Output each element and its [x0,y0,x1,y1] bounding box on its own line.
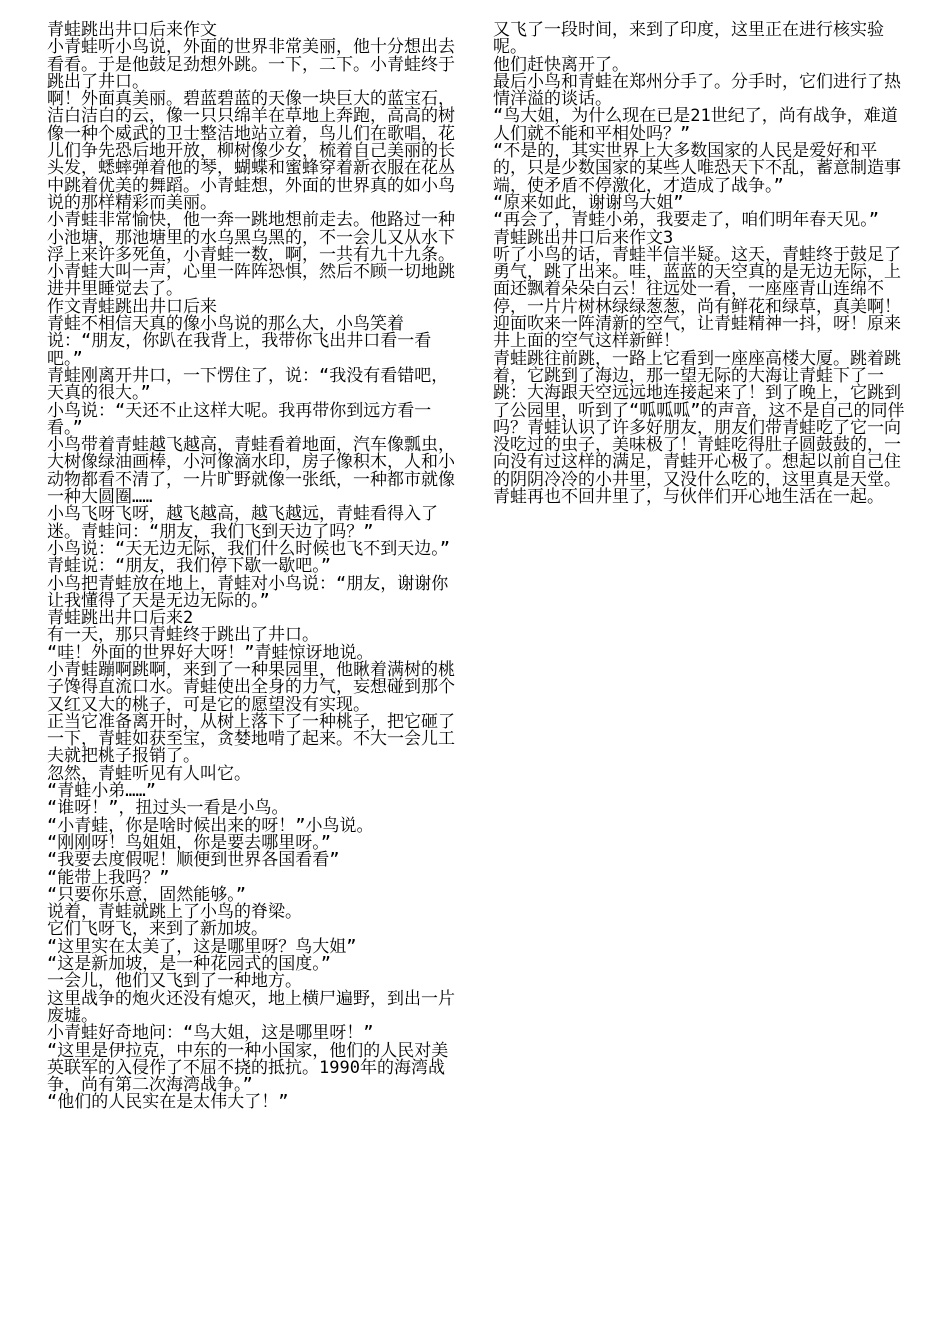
text-paragraph: “我要去度假呢！顺便到世界各国看看” [47,850,340,871]
text-paragraph: 又飞了一段时间，来到了印度，这里正在进行核实验呢。 [493,20,884,58]
text-paragraph: “谁呀！”，扭过头一看是小鸟。 [47,798,289,819]
text-paragraph: 他们赶快离开了。 [493,54,629,75]
text-paragraph: 青蛙跳出井口后来作文3 [493,227,674,248]
text-paragraph: 它们飞呀飞，来到了新加坡。 [47,919,268,940]
text-paragraph: 青蛙不相信天真的像小鸟说的那么大，小鸟笑着说：“朋友，你趴在我背上，我带你飞出井口看一看吧。” [47,314,432,369]
text-paragraph: “只要你乐意，固然能够。” [47,884,246,905]
text-paragraph: “能带上我吗？” [47,867,170,888]
text-paragraph: “小青蛙，你是啥时候出来的呀！”小鸟说。 [47,815,374,836]
text-paragraph: 有一天，那只青蛙终于跳出了井口。 [47,625,319,646]
text-paragraph: 这里战争的炮火还没有熄灭，地上横尸遍野，到出一片废墟。 [47,988,455,1026]
text-paragraph: 小鸟把青蛙放在地上，青蛙对小鸟说：“朋友，谢谢你让我懂得了天是无边无际的。” [47,573,449,611]
text-paragraph: 作文青蛙跳出井口后来 [47,296,217,317]
text-paragraph: 啊！外面真美丽。碧蓝碧蓝的天像一块巨大的蓝宝石，洁白洁白的云，像一只只绵羊在草地上奔跑，高高的树像一种个威武的卫士整洁地站立着，鸟儿们在歌唱，花儿们争先恐后地开放，柳树像少女，梳着自己美丽的长头发，蟋蟀弹着他的琴，蝴蝶和蜜蜂穿着新衣服在花丛中跳着优美的舞蹈。小青蛙想，外面的世界真的如小鸟说的那样精彩而美丽。 [47,89,455,213]
text-paragraph: “他们的人民实在是太伟大了！” [47,1092,289,1113]
text-paragraph: 青蛙跳出井口后来作文 [47,20,217,40]
text-paragraph: 小鸟飞呀飞呀，越飞越高，越飞越远，青蛙看得入了迷。青蛙问：“朋友，我们飞到天边了吗？” [47,504,438,542]
text-paragraph: “青蛙小弟……” [47,781,156,802]
text-paragraph: 说着，青蛙就跳上了小鸟的脊梁。 [47,902,302,923]
text-paragraph: “这里实在太美了，这是哪里呀？鸟大姐” [47,936,357,957]
text-paragraph: 小鸟说：“天还不止这样大呢。我再带你到远方看一看。” [47,400,432,438]
text-paragraph: “这是新加坡，是一种花园式的国度。” [47,954,331,975]
text-paragraph: 青蛙跳出井口后来2 [47,608,194,629]
text-paragraph: 小鸟说：“天无边无际，我们什么时候也飞不到天边。” [47,538,450,559]
text-paragraph: “这里是伊拉克，中东的一种小国家，他们的人民对美英联军的入侵作了不屈不挠的抵抗。1990年的海湾战争，尚有第二次海湾战争。” [47,1040,449,1096]
text-paragraph: 小青蛙非常愉快，他一奔一跳地想前走去。他路过一种小池塘，那池塘里的水乌黑乌黑的，不一会儿又从水下浮上来许多死鱼，小青蛙一数，啊，一共有九十九条。小青蛙大叫一声，心里一阵阵恐惧，然后不顾一切地跳进井里睡觉去了。 [47,210,455,300]
text-paragraph: 正当它准备离开时，从树上落下了一种桃子，把它砸了一下，青蛙如获至宝，贪婪地啃了起来。不大一会儿工夫就把桃子报销了。 [47,711,455,767]
text-paragraph: 青蛙刚离开井口，一下愣住了，说：“我没有看错吧，天真的很大。” [47,365,449,404]
text-paragraph: 最后小鸟和青蛙在郑州分手了。分手时，它们进行了热情洋溢的谈话。 [493,71,901,110]
text-paragraph: 青蛙说：“朋友，我们停下歇一歇吧。” [47,556,331,577]
text-paragraph: 小青蛙蹦啊跳啊，来到了一种果园里，他瞅着满树的桃子馋得直流口水。青蛙使出全身的力气，妄想碰到那个又红又大的桃子，可是它的愿望没有实现。 [47,659,455,715]
text-paragraph: “原来如此，谢谢鸟大姐” [493,192,684,213]
right-text-column [493,22,911,506]
text-paragraph: “不是的，其实世界上大多数国家的人民是爱好和平的，只是少数国家的某些人唯恐天下不乱，蓄意制造事端，使矛盾不停激化，才造成了战争。” [493,141,901,196]
text-paragraph: “哇！外面的世界好大呀！”青蛙惊讶地说。 [47,642,374,663]
text-paragraph: 青蛙跳往前跳，一路上它看到一座座高楼大厦。跳着跳着，它跳到了海边，那一望无际的大海让青蛙下了一跳：大海跟天空远远地连接起来了！到了晚上，它跳到了公园里，听到了“呱呱呱”的声音，这不是自己的同伴吗？青蛙认识了许多好朋友，朋友们带青蛙吃了它一向没吃过的虫子，美味极了！青蛙吃得肚子圆鼓鼓的，一向没有过这样的满足，青蛙开心极了。想起以前自己住的阴阴冷冷的小井里，又没什么吃的，这里真是天堂。青蛙再也不回井里了，与伙伴们开心地生活在一起。 [493,348,905,508]
text-paragraph: “鸟大姐，为什么现在已是21世纪了，尚有战争，难道人们就不能和平相处吗？” [493,106,898,144]
text-paragraph: “再会了，青蛙小弟，我要走了，咱们明年春天见。” [493,210,879,231]
text-paragraph: 小鸟带着青蛙越飞越高，青蛙看着地面，汽车像瓢虫，大树像绿油画棒，小河像滴水印，房子像积木，人和小动物都看不清了，一片旷野就像一张纸，一种都市就像一种大圆圈…… [47,435,455,508]
text-paragraph: “刚刚呀！鸟姐姐，你是要去哪里呀。” [47,832,331,853]
text-paragraph: 听了小鸟的话，青蛙半信半疑。这天，青蛙终于鼓足了勇气，跳了出来。哇，蓝蓝的天空真的是无边无际，上面还飘着朵朵白云！往远处一看，一座座青山连绵不停，一片片树林绿绿葱葱，尚有鲜花和绿草，真美啊！迎面吹来一阵清新的空气，让青蛙精神一抖，呀！原来井上面的空气这样新鲜！ [493,244,901,352]
left-text-column [47,22,465,1112]
text-paragraph: 一会儿，他们又飞到了一种地方。 [47,971,302,992]
text-paragraph: 小青蛙听小鸟说，外面的世界非常美丽，他十分想出去看看。于是他鼓足劲想外跳。一下，二下。小青蛙终于跳出了井口。 [47,37,455,92]
text-paragraph: 小青蛙好奇地问：“鸟大姐，这是哪里呀！” [47,1023,374,1044]
text-paragraph: 忽然，青蛙听见有人叫它。 [47,763,251,784]
